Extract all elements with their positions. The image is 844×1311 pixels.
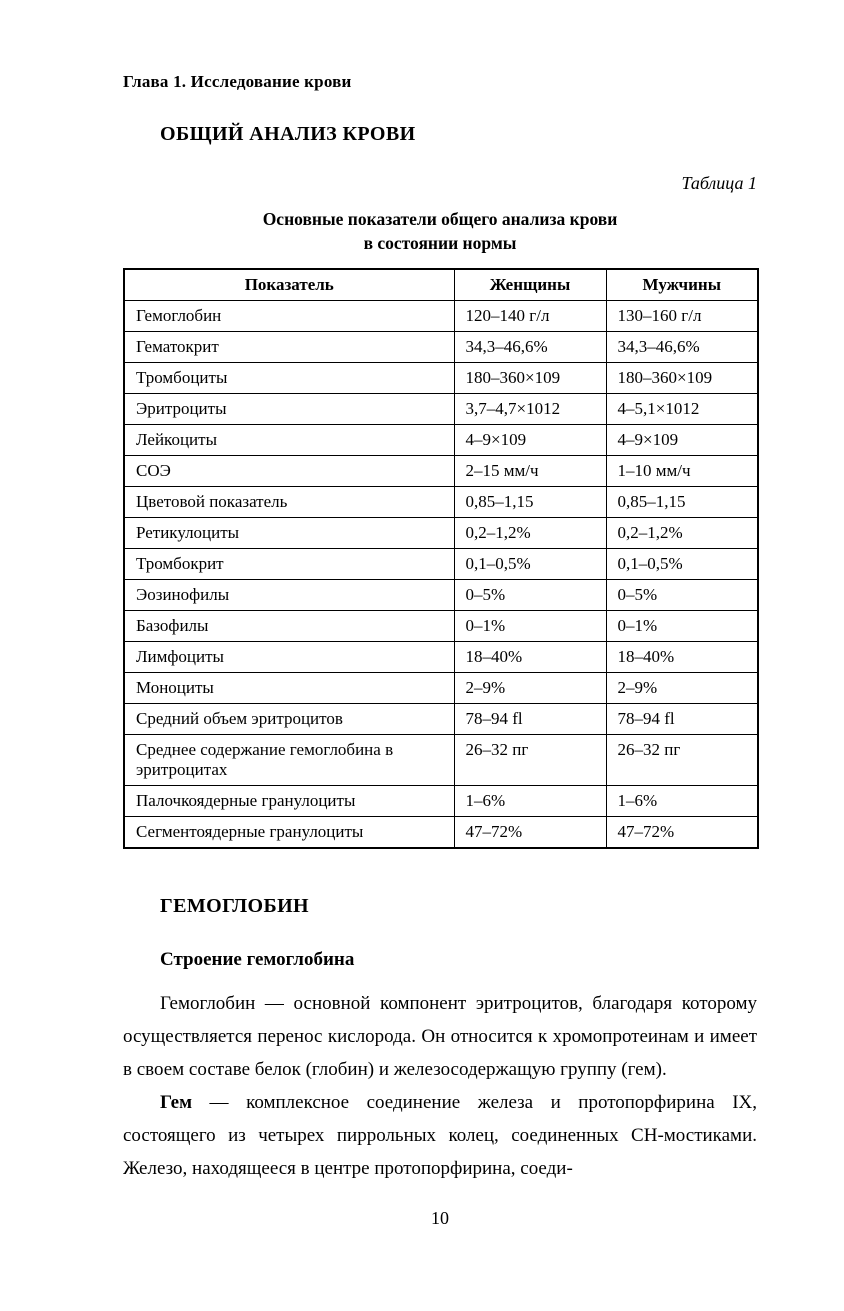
table-row xyxy=(124,394,758,425)
gem-term-text: — комплексное соединение железа и протопорфирина IX, состоящего из четырех пиррольных колец, соединенных СН-мостиками. Железо, находящееся в центре протопорфирина, соеди- xyxy=(123,1092,757,1179)
cell-women: 180–360×109 xyxy=(454,363,606,394)
table-caption-line2: в состоянии нормы xyxy=(363,233,517,253)
table-header-row xyxy=(124,269,758,301)
cell-women: 0,1–0,5% xyxy=(454,549,606,580)
cell-indicator: Сегментоядерные гранулоциты xyxy=(124,817,454,849)
cell-men: 0,85–1,15 xyxy=(606,487,758,518)
table-row xyxy=(124,549,758,580)
cell-indicator: Эозинофилы xyxy=(124,580,454,611)
table-row xyxy=(124,332,758,363)
cell-indicator: СОЭ xyxy=(124,456,454,487)
cell-women: 18–40% xyxy=(454,642,606,673)
table-row xyxy=(124,580,758,611)
chapter-running-head: Глава 1. Исследование крови xyxy=(123,72,352,91)
cell-indicator: Палочкоядерные гранулоциты xyxy=(124,786,454,817)
section-title: ОБЩИЙ АНАЛИЗ КРОВИ xyxy=(160,123,416,145)
table-row xyxy=(124,456,758,487)
cell-women: 78–94 fl xyxy=(454,704,606,735)
cell-men: 180–360×109 xyxy=(606,363,758,394)
table-row xyxy=(124,301,758,332)
cell-men: 0–5% xyxy=(606,580,758,611)
cell-women: 4–9×109 xyxy=(454,425,606,456)
cell-indicator: Гемоглобин xyxy=(124,301,454,332)
cell-men: 34,3–46,6% xyxy=(606,332,758,363)
cell-men: 26–32 пг xyxy=(606,735,758,786)
cell-indicator: Базофилы xyxy=(124,611,454,642)
cell-men: 0,2–1,2% xyxy=(606,518,758,549)
page-number: 10 xyxy=(431,1208,449,1228)
cell-men: 0,1–0,5% xyxy=(606,549,758,580)
cell-women: 3,7–4,7×1012 xyxy=(454,394,606,425)
table-row xyxy=(124,611,758,642)
cell-men: 78–94 fl xyxy=(606,704,758,735)
cell-women: 2–15 мм/ч xyxy=(454,456,606,487)
cell-indicator: Цветовой показатель xyxy=(124,487,454,518)
cell-women: 0,2–1,2% xyxy=(454,518,606,549)
cell-men: 1–10 мм/ч xyxy=(606,456,758,487)
table-row xyxy=(124,363,758,394)
cell-women: 120–140 г/л xyxy=(454,301,606,332)
table-row xyxy=(124,673,758,704)
cell-indicator: Ретикулоциты xyxy=(124,518,454,549)
hemoglobin-heading: ГЕМОГЛОБИН xyxy=(160,895,309,917)
table-row xyxy=(124,735,758,786)
cell-men: 2–9% xyxy=(606,673,758,704)
table-row xyxy=(124,786,758,817)
table-row xyxy=(124,704,758,735)
cell-men: 4–5,1×1012 xyxy=(606,394,758,425)
cell-men: 47–72% xyxy=(606,817,758,849)
header-indicator: Показатель xyxy=(124,269,454,301)
cell-indicator: Эритроциты xyxy=(124,394,454,425)
cell-women: 26–32 пг xyxy=(454,735,606,786)
table-caption xyxy=(123,207,757,255)
header-men: Мужчины xyxy=(606,269,758,301)
cell-women: 0–5% xyxy=(454,580,606,611)
cell-indicator: Тромбокрит xyxy=(124,549,454,580)
table-row xyxy=(124,487,758,518)
cell-indicator: Гематокрит xyxy=(124,332,454,363)
table-caption-line1: Основные показатели общего анализа крови xyxy=(262,209,618,229)
cell-indicator: Лейкоциты xyxy=(124,425,454,456)
table-row xyxy=(124,642,758,673)
cell-indicator: Лимфоциты xyxy=(124,642,454,673)
table-row xyxy=(124,817,758,849)
cell-men: 1–6% xyxy=(606,786,758,817)
paragraph-hemoglobin-definition: Гемоглобин — основной компонент эритроцитов, благодаря которому осуществляется перенос кислорода. Он относится к хромопротеинам и имеет в своем составе белок (глобин) и железосодержащую группу (гем). xyxy=(123,993,757,1080)
header-women: Женщины xyxy=(454,269,606,301)
table-row xyxy=(124,518,758,549)
table-label: Таблица 1 xyxy=(681,173,757,193)
blood-norms-table xyxy=(123,268,759,849)
cell-indicator: Средний объем эритроцитов xyxy=(124,704,454,735)
cell-men: 130–160 г/л xyxy=(606,301,758,332)
cell-men: 0–1% xyxy=(606,611,758,642)
cell-women: 2–9% xyxy=(454,673,606,704)
cell-indicator: Тромбоциты xyxy=(124,363,454,394)
cell-indicator: Среднее содержание гемоглобина в эритроцитах xyxy=(124,735,454,786)
cell-women: 34,3–46,6% xyxy=(454,332,606,363)
cell-women: 1–6% xyxy=(454,786,606,817)
cell-women: 47–72% xyxy=(454,817,606,849)
cell-men: 18–40% xyxy=(606,642,758,673)
paragraph-gem-definition xyxy=(123,1086,757,1185)
cell-women: 0,85–1,15 xyxy=(454,487,606,518)
hemoglobin-subheading: Строение гемоглобина xyxy=(160,949,355,970)
cell-indicator: Моноциты xyxy=(124,673,454,704)
cell-men: 4–9×109 xyxy=(606,425,758,456)
cell-women: 0–1% xyxy=(454,611,606,642)
gem-term: Гем xyxy=(160,1092,193,1113)
table-row xyxy=(124,425,758,456)
